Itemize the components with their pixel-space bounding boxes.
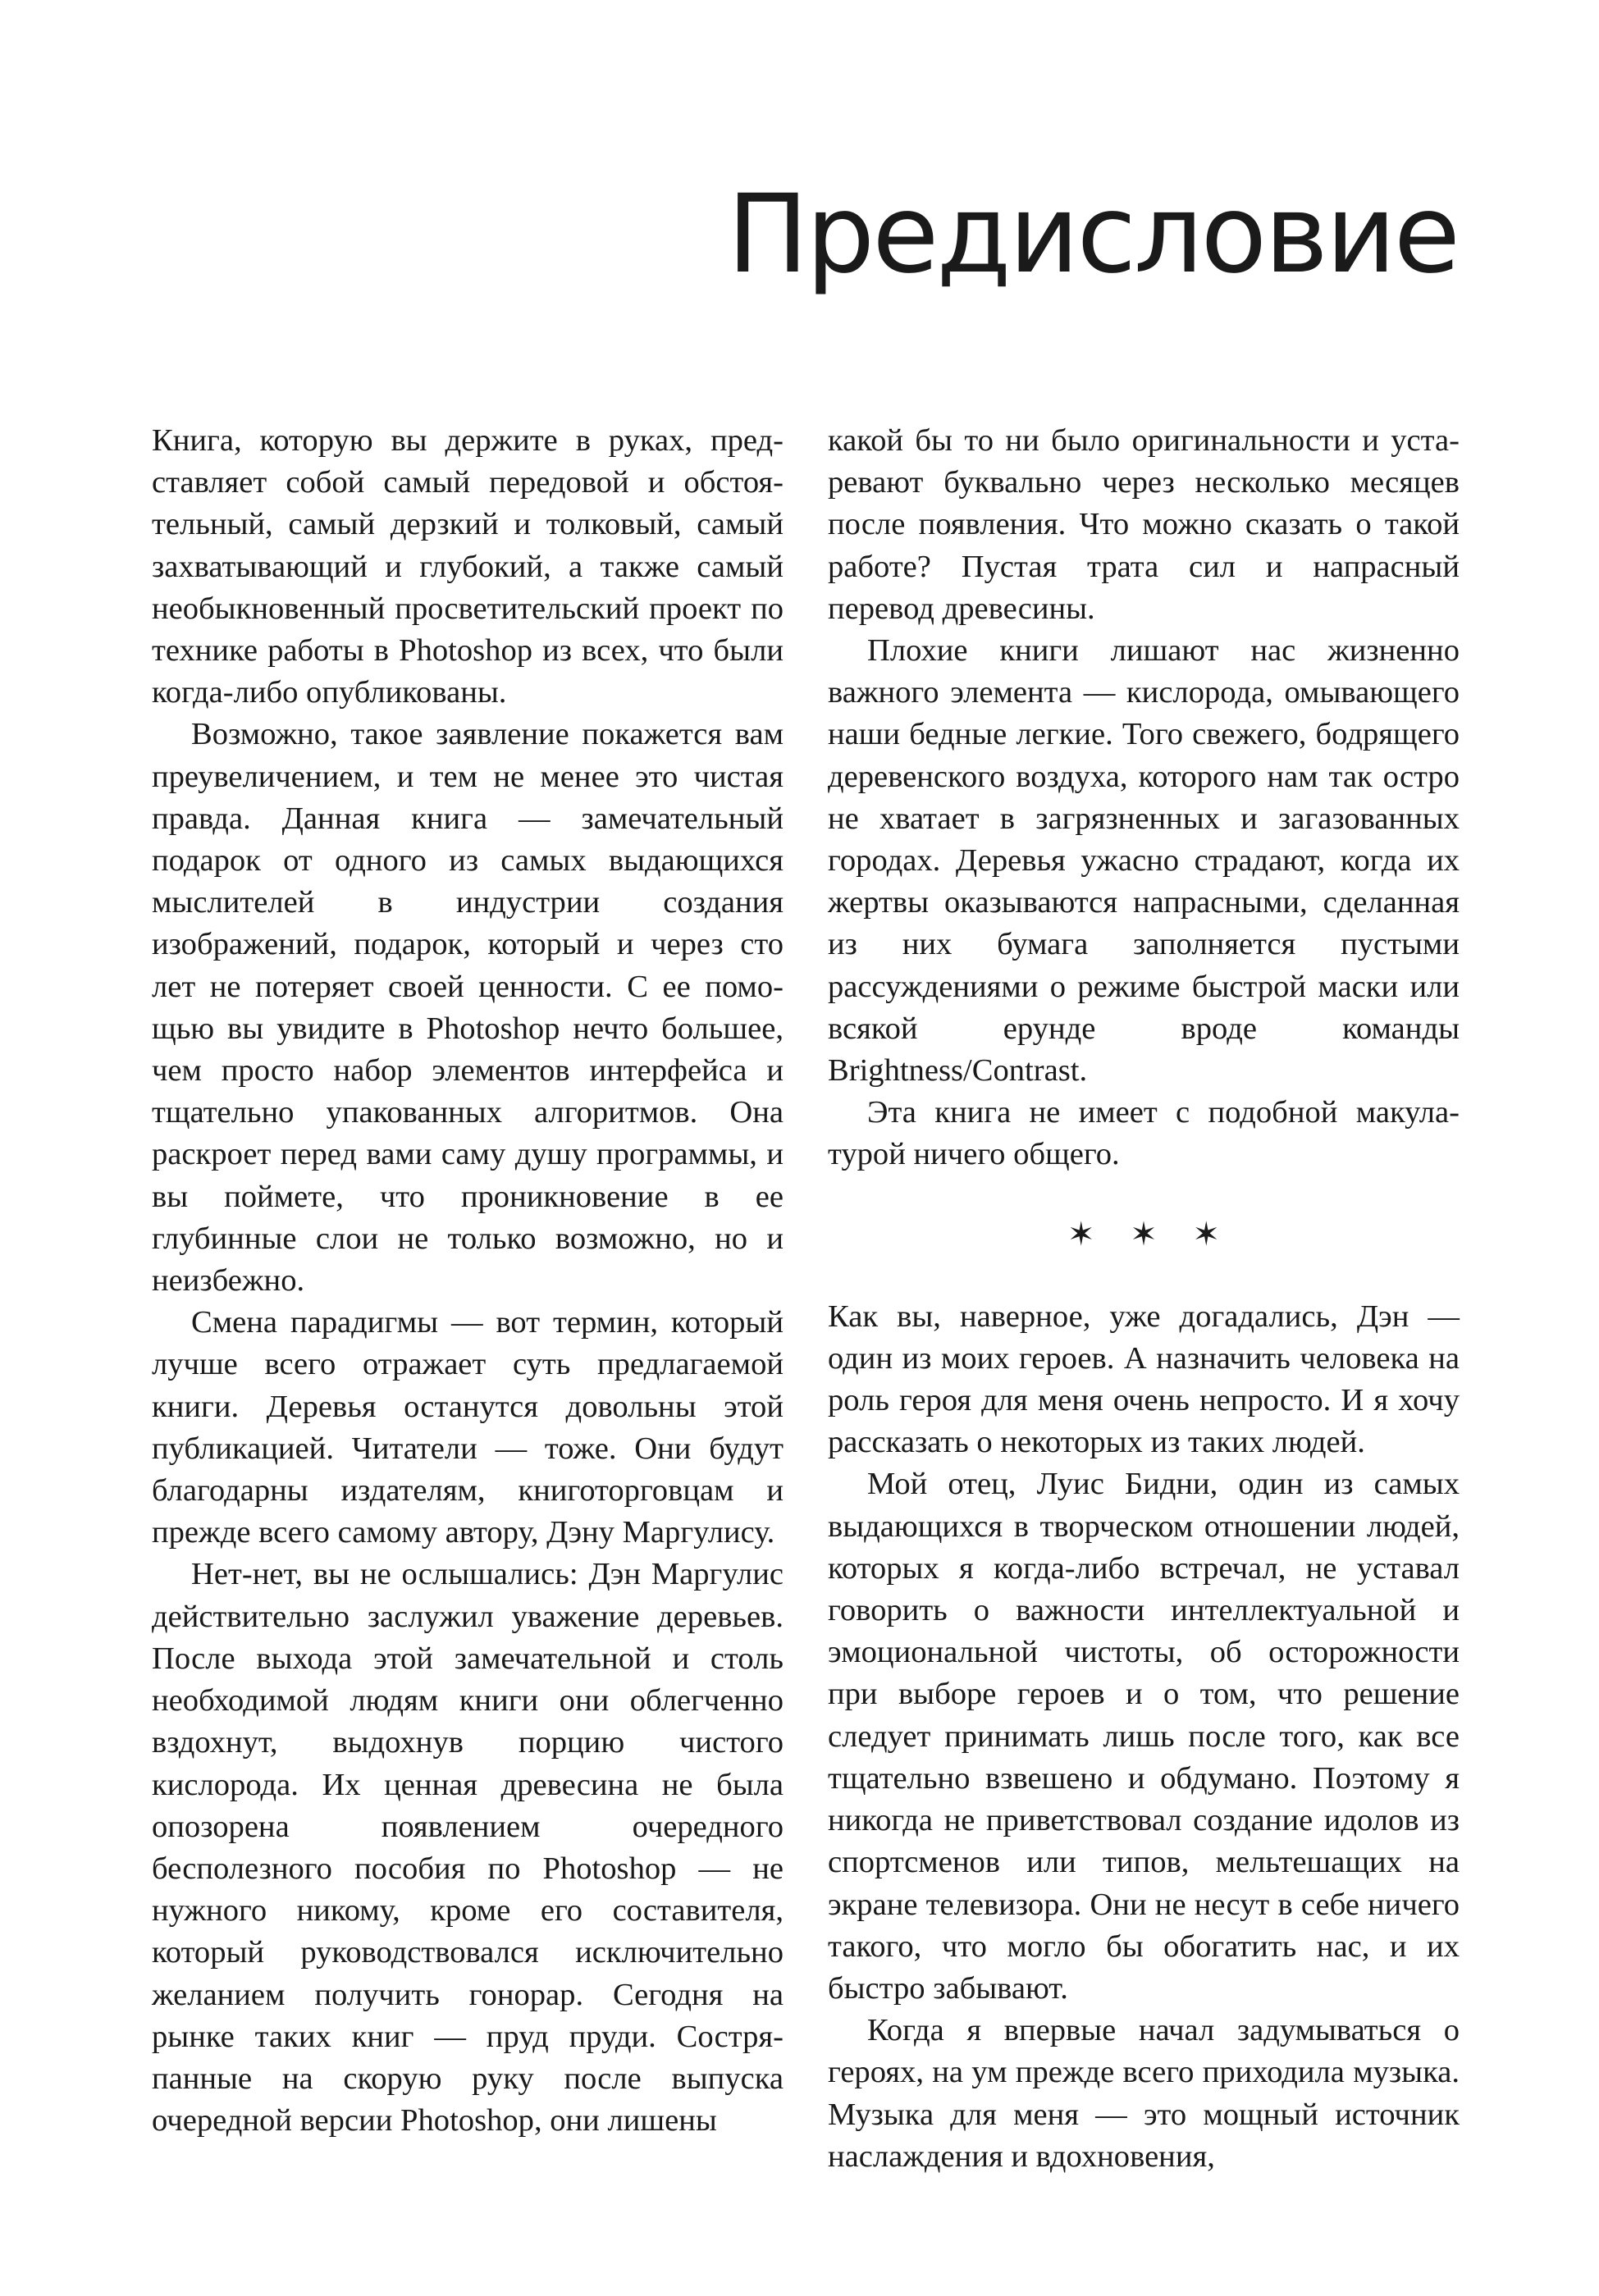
left-column: [152, 420, 784, 2142]
paragraph-8: Мой отец, Луис Бидни, один из самых выдающихся в творческом отношении людей, которых я когда-либо встречал, не уставал говорить о важности интеллектуальной и эмоциональной чистоты, об осторожности при выборе героев и о том, что решение следует принимать лишь после того, как все тщательно взвешено и обдумано. Поэтому я никогда не приветствовал создание идолов из спортсменов или типов, мельтешащих на экране телевизора. Они не несут в себе ничего такого, что могло бы обогатить нас, и их быстро забывают.: [828, 1467, 1460, 2006]
paragraph-3: Смена парадигмы — вот термин, который лучше всего отражает суть предлагаемой книги. Деревья останутся довольны этой публикацией. Читатели — тоже. Они будут благодарны издателям, книготорговцам и прежде всего самому автору, Дэну Маргулису.: [152, 1305, 784, 1550]
paragraph-2: Возможно, такое заявление покажется вам преувеличением, и тем не менее это чистая правда. Данная книга — замечательный подарок от одного из самых выдающихся мыслителей в индустрии создания изображений, подарок, который и через сто лет не потеряет своей ценности. С ее помощью вы увидите в Photoshop нечто большее, чем просто набор элементов интерфейса и тщательно упакованных алгоритмов. Она раскроет перед вами саму душу программы, и вы поймете, что проникновение в ее глубинные слои не только возможно, но и неизбежно.: [152, 717, 784, 1299]
paragraph-7: Как вы, наверное, уже догадались, Дэн — один из моих героев. А назначить человека на роль героя для меня очень непросто. И я хочу рассказать о некоторых из таких людей.: [828, 1299, 1460, 1460]
paragraph-4: Нет-нет, вы не ослышались: Дэн Маргулис действительно заслужил уважение деревьев. После выхода этой замечательной и столь необходимой людям книги они облегченно вздохнут, выдохнув порцию чистого кислорода. Их ценная древесина не была опозорена появлением очередного бесполезного пособия по Photoshop — не нужного никому, кроме его составителя, который руководствовался исключительно желанием получить гонорар. Сегодня на рынке таких книг — пруд пруди. Состряпанные на скорую руку после выпуска очередной версии Photoshop, они лишены: [152, 1557, 784, 2139]
right-column: [828, 420, 1460, 2178]
paragraph-1: Книга, которую вы держите в руках, представляет собой самый передовой и обстоятельный, самый дерзкий и толковый, самый захватывающий и глубокий, а также самый необыкновенный просветительский проект по технике работы в Photoshop из всех, что были когда-либо опубликованы.: [152, 423, 784, 710]
page-title: Предисловие: [727, 171, 1458, 298]
paragraph-9: Когда я впервые начал задумываться о героях, на ум прежде всего приходила музыка. Музыка для меня — это мощный источник наслаждения и вдохновения,: [828, 2013, 1460, 2174]
paragraph-6: Эта книга не имеет с подобной макулатурой ничего общего.: [828, 1095, 1460, 1172]
section-divider-stars: ✶ ✶ ✶: [1067, 1215, 1220, 1253]
paragraph-5: Плохие книги лишают нас жизненно важного элемента — кислорода, омывающего наши бедные легкие. Того свежего, бодрящего деревенского воздуха, которого нам так остро не хватает в загрязненных и загазованных городах. Деревья ужасно страдают, когда их жертвы оказываются напрасными, сделанная из них бумага заполняется пустыми рассуждениями о режиме быстрой маски или всякой ерунде вроде команды Brightness/Contrast.: [828, 633, 1460, 1089]
paragraph-4-continued: какой бы то ни было оригинальности и устаревают буквально через несколько месяцев после появления. Что можно сказать о такой работе? Пустая трата сил и напрасный перевод древесины.: [828, 423, 1460, 626]
